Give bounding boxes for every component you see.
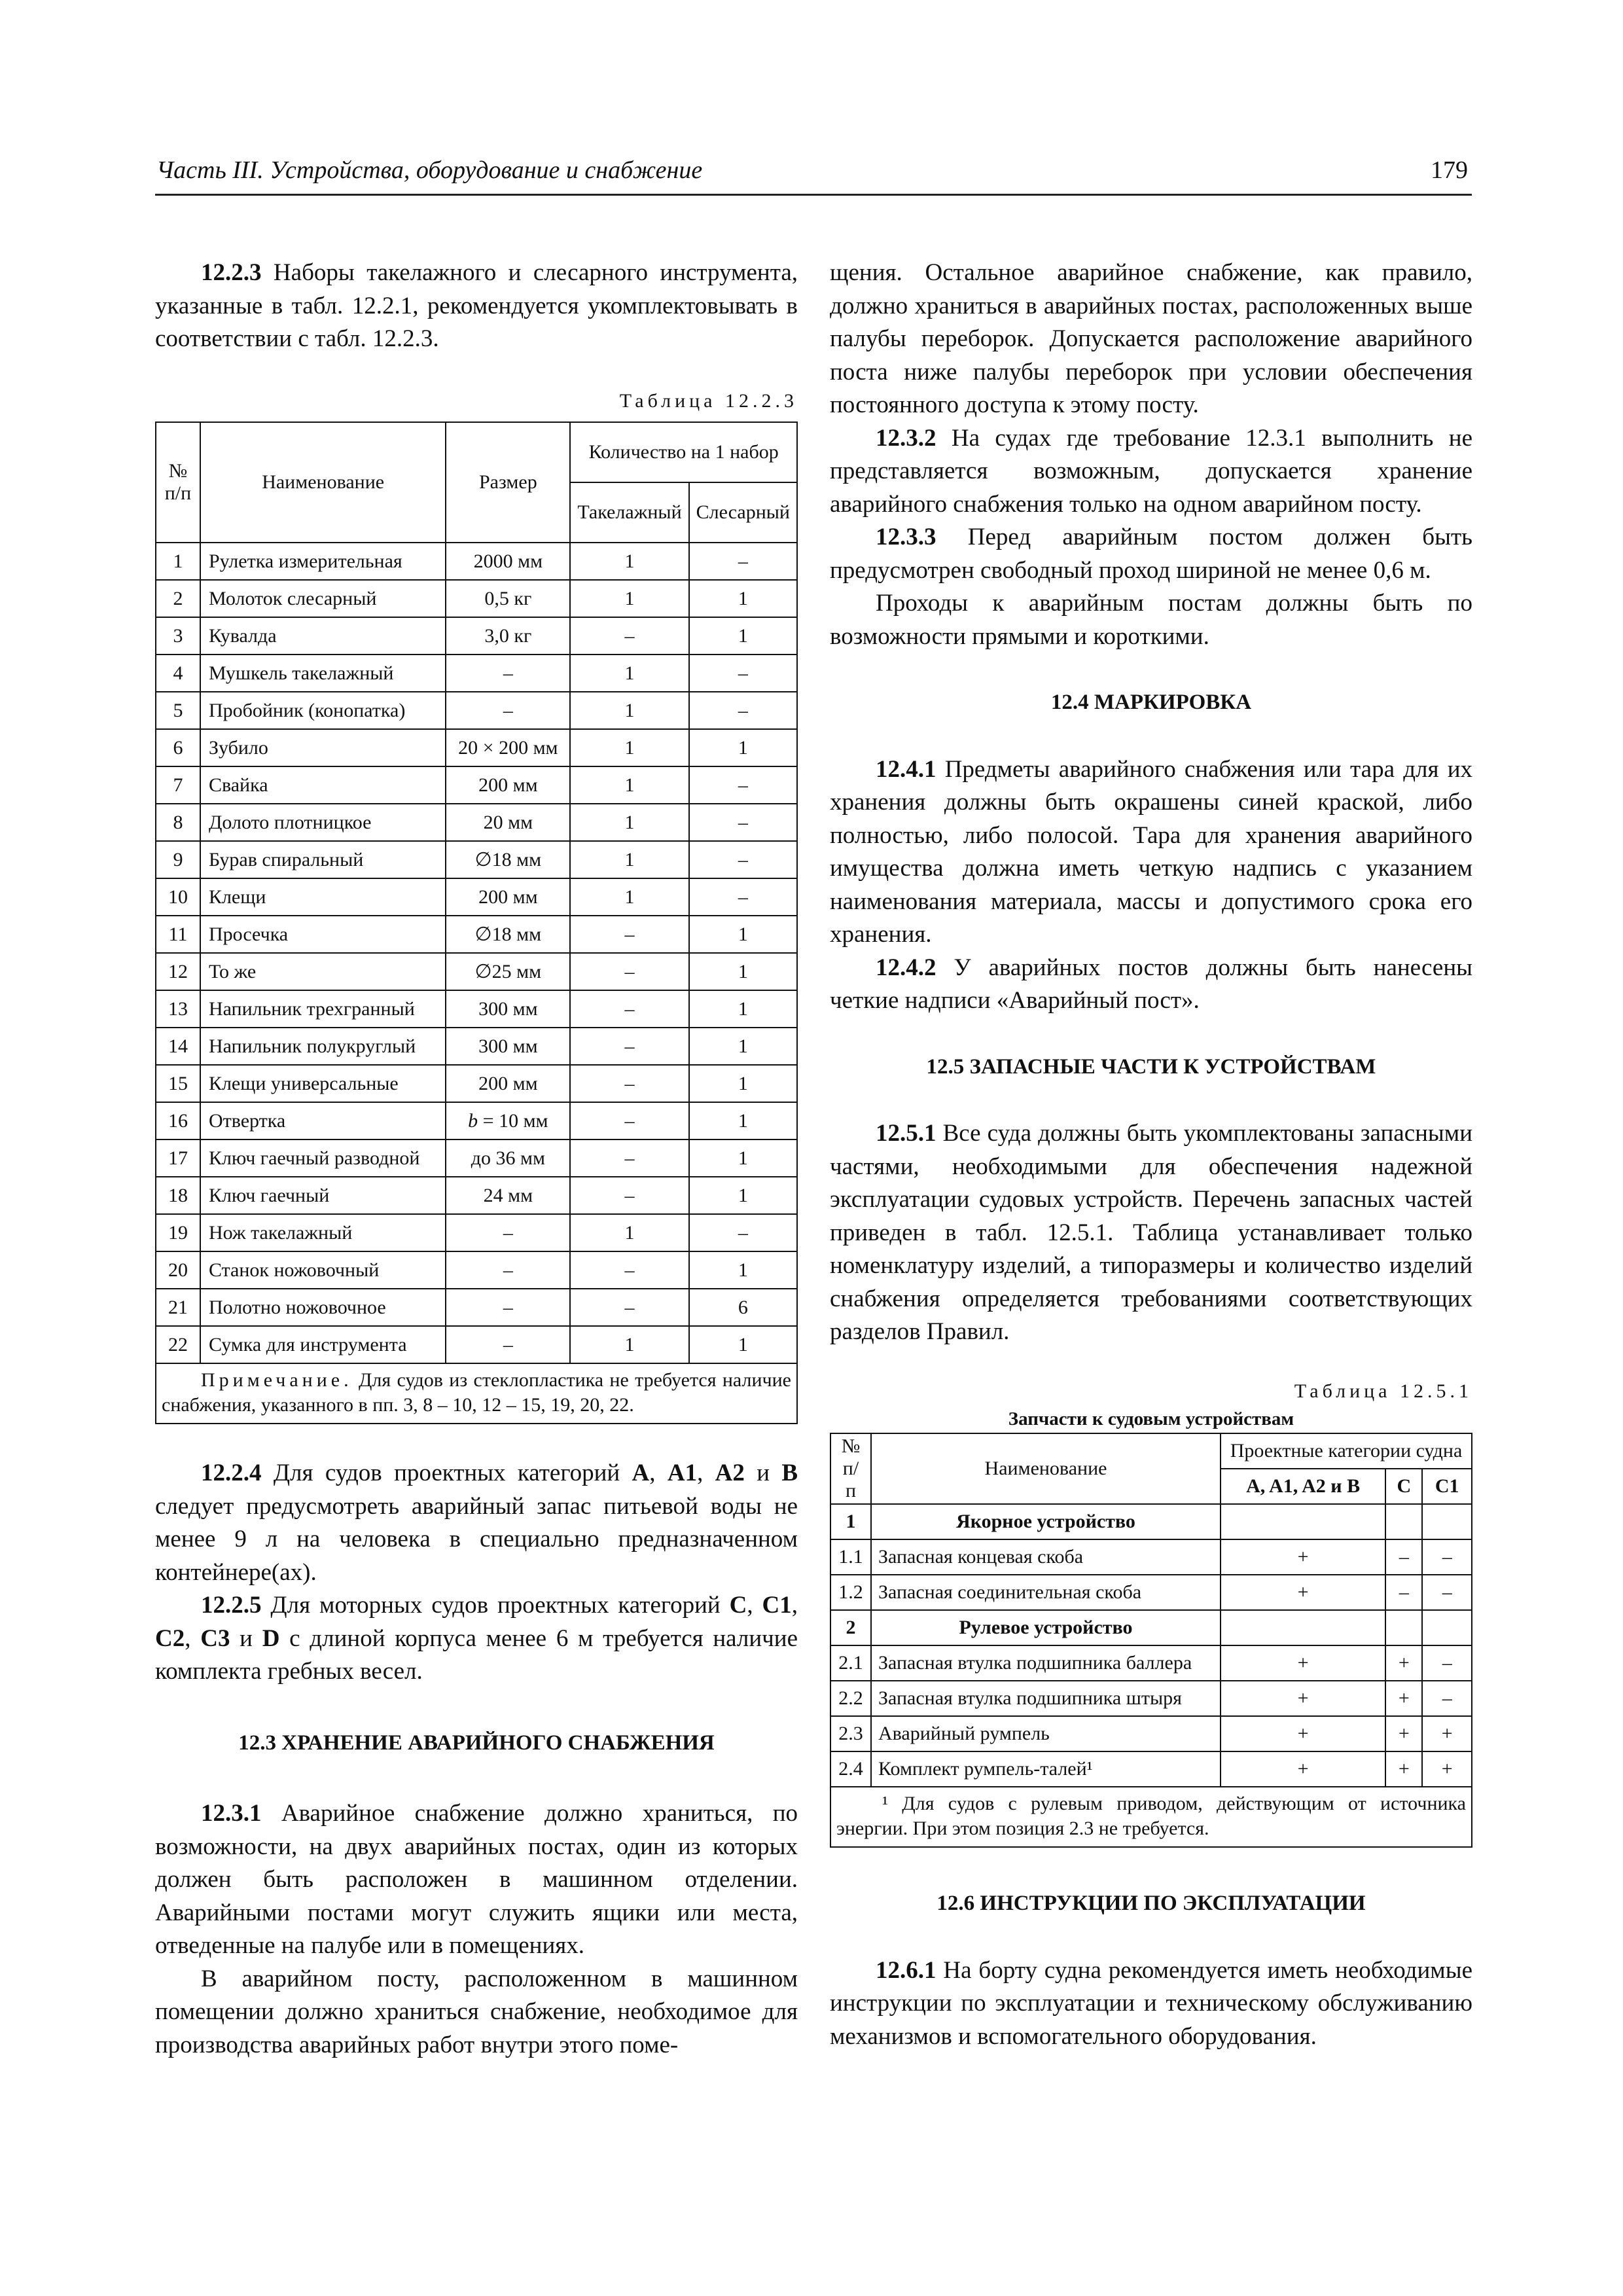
category-label: C1	[762, 1592, 792, 1619]
paragraph-continuation: щения. Остальное аварийное снабжение, как правило, должно храниться в аварийных постах, расположенных выше палубы переборок. Допускается расположение аварийного поста ниже палубы переборок при условии обеспечения постоянного доступа к этому посту.	[830, 259, 1472, 418]
tools-table-body	[156, 543, 797, 1363]
item-size: 20 мм	[446, 804, 570, 841]
row-number: 19	[156, 1214, 200, 1251]
col-header-cat-a: A, A1, A2 и B	[1221, 1469, 1385, 1504]
cat-c1-value: –	[1422, 1681, 1472, 1716]
section-heading-12-4: 12.4 МАРКИРОВКА	[1050, 691, 1252, 714]
paragraph-passages: Проходы к аварийным постам должны быть по возможности прямыми и короткими.	[830, 590, 1472, 650]
row-number: 14	[156, 1028, 200, 1065]
row-number: 7	[156, 766, 200, 804]
footnote-text: ¹ Для судов с рулевым приводом, действующим от источника энергии. При этом позиция 2.3 не требуется.	[836, 1793, 1466, 1839]
row-number: 22	[156, 1326, 200, 1363]
table-row	[156, 916, 797, 953]
qty-rigging: 1	[570, 1214, 688, 1251]
table-row	[156, 878, 797, 916]
cat-c-value: +	[1385, 1681, 1422, 1716]
separator: ,	[185, 1624, 201, 1652]
qty-rigging: 1	[570, 692, 688, 729]
qty-fitter: 1	[689, 1251, 797, 1289]
col-header-quantity: Количество на 1 набор	[570, 422, 797, 482]
paragraph-text: Предметы аварийного снабжения или тара для их хранения должны быть окрашены синей краской, либо полностью, либо полосой. Тара для хранения аварийного имущества должна иметь четкую надпись с указанием наименования материала, массы и допустимого срока его хранения.	[830, 755, 1472, 948]
paragraph-emergency-post: В аварийном посту, расположенном в машинном помещении должно храниться снабжение, необходимое для производства аварийных работ внутри этого поме-	[155, 1965, 798, 2058]
category-label: B	[781, 1460, 798, 1486]
qty-fitter: 1	[689, 617, 797, 655]
group-heading: Якорное устройство	[871, 1504, 1221, 1539]
row-number: 2.2	[830, 1681, 871, 1716]
qty-fitter: –	[689, 1214, 797, 1251]
table-row	[156, 766, 797, 804]
item-size: –	[446, 1251, 570, 1289]
item-name: Ключ гаечный разводной	[200, 1139, 446, 1177]
qty-fitter: 1	[689, 729, 797, 766]
item-name: Долото плотницкое	[200, 804, 446, 841]
row-number: 12	[156, 953, 200, 990]
row-number: 18	[156, 1177, 200, 1214]
item-size: 200 мм	[446, 766, 570, 804]
row-number: 2.3	[830, 1716, 871, 1751]
qty-fitter: –	[689, 692, 797, 729]
row-number: 10	[156, 878, 200, 916]
table-row	[156, 729, 797, 766]
category-label: A2	[715, 1460, 745, 1486]
qty-fitter: –	[689, 804, 797, 841]
col-header-rigging: Такелажный	[570, 482, 688, 543]
tools-table	[155, 422, 798, 1424]
table-row	[156, 1102, 797, 1139]
qty-fitter: 1	[689, 1326, 797, 1363]
table-row	[830, 1575, 1472, 1610]
paragraph-text: Наборы такелажного и слесарного инструмента, указанные в табл. 12.2.1, рекомендуется укомплектовывать в соответствии с табл. 12.2.3.	[155, 259, 798, 352]
clause-number: 12.2.5	[201, 1592, 262, 1619]
row-number: 4	[156, 655, 200, 692]
clause-number: 12.4.1	[876, 755, 936, 783]
section-heading-12-3: 12.3 ХРАНЕНИЕ АВАРИЙНОГО СНАБЖЕНИЯ	[238, 1731, 715, 1755]
table-row	[156, 990, 797, 1028]
qty-rigging: –	[570, 953, 688, 990]
paragraph-text: Для судов проектных категорий	[261, 1460, 632, 1486]
separator: ,	[649, 1460, 668, 1486]
item-name: Запасная концевая скоба	[871, 1539, 1221, 1575]
cat-c-value: +	[1385, 1645, 1422, 1681]
item-name: То же	[200, 953, 446, 990]
qty-rigging: 1	[570, 841, 688, 878]
item-name: Сумка для инструмента	[200, 1326, 446, 1363]
qty-fitter: 1	[689, 1139, 797, 1177]
row-number: 20	[156, 1251, 200, 1289]
table-caption: Таблица 12.5.1	[1294, 1380, 1472, 1402]
running-title: Часть III. Устройства, оборудование и снабжение	[156, 156, 703, 184]
table-row	[156, 1028, 797, 1065]
table-row	[156, 580, 797, 617]
qty-rigging: 1	[570, 804, 688, 841]
table-subtitle: Запчасти к судовым устройствам	[1008, 1408, 1294, 1429]
qty-rigging: 1	[570, 655, 688, 692]
item-size: 300 мм	[446, 990, 570, 1028]
row-number: 13	[156, 990, 200, 1028]
note-text: Для судов из стеклопластика не требуется наличие снабжения, указанного в пп. 3, 8 – 10, 12 – 15, 19, 20, 22.	[162, 1369, 791, 1416]
spare-parts-table	[830, 1433, 1472, 1848]
item-name: Ключ гаечный	[200, 1177, 446, 1214]
qty-fitter: 1	[689, 916, 797, 953]
paragraph-12-5-1	[830, 1117, 1472, 1349]
item-name: Просечка	[200, 916, 446, 953]
qty-fitter: –	[689, 878, 797, 916]
table-row	[156, 1177, 797, 1214]
cat-a-value: +	[1221, 1751, 1385, 1787]
qty-fitter: 1	[689, 990, 797, 1028]
item-size: ∅18 мм	[446, 916, 570, 953]
clause-number: 12.5.1	[876, 1120, 936, 1147]
item-name: Запасная соединительная скоба	[871, 1575, 1221, 1610]
row-number: 17	[156, 1139, 200, 1177]
item-size: –	[446, 1214, 570, 1251]
separator: ,	[747, 1592, 762, 1619]
qty-rigging: 1	[570, 1326, 688, 1363]
cat-a-value	[1221, 1610, 1385, 1645]
table-row	[156, 655, 797, 692]
conjunction: и	[230, 1624, 262, 1652]
cat-c1-value: –	[1422, 1575, 1472, 1610]
col-header-number: № п/п	[830, 1433, 871, 1504]
qty-fitter: –	[689, 543, 797, 580]
item-name: Запасная втулка подшипника штыря	[871, 1681, 1221, 1716]
table-row	[156, 1139, 797, 1177]
paragraph-12-2-3	[155, 257, 798, 356]
row-number: 2	[156, 580, 200, 617]
table-row	[156, 1214, 797, 1251]
item-name: Пробойник (конопатка)	[200, 692, 446, 729]
table-row	[156, 617, 797, 655]
item-size: 200 мм	[446, 1065, 570, 1102]
row-number: 6	[156, 729, 200, 766]
qty-rigging: –	[570, 1251, 688, 1289]
qty-rigging: 1	[570, 878, 688, 916]
row-number: 3	[156, 617, 200, 655]
separator: ,	[791, 1592, 798, 1619]
paragraph-text: Для моторных судов проектных категорий	[261, 1592, 730, 1619]
cat-c-value: –	[1385, 1539, 1422, 1575]
section-heading-12-5: 12.5 ЗАПАСНЫЕ ЧАСТИ К УСТРОЙСТВАМ	[926, 1054, 1376, 1079]
item-size: 0,5 кг	[446, 580, 570, 617]
col-header-size: Размер	[446, 422, 570, 543]
row-number: 15	[156, 1065, 200, 1102]
variable-b: b	[468, 1109, 478, 1132]
qty-fitter: 1	[689, 1177, 797, 1214]
table-footnote	[830, 1787, 1472, 1847]
qty-rigging: –	[570, 1177, 688, 1214]
col-header-name: Наименование	[200, 422, 446, 543]
table-row	[156, 1326, 797, 1363]
item-name: Полотно ножовочное	[200, 1289, 446, 1326]
row-number: 2.1	[830, 1645, 871, 1681]
cat-c-value: –	[1385, 1575, 1422, 1610]
clause-number: 12.2.3	[201, 259, 262, 286]
category-label: D	[262, 1624, 280, 1652]
item-size: 300 мм	[446, 1028, 570, 1065]
table-caption: Таблица 12.2.3	[619, 389, 798, 412]
paragraph-text: Перед аварийным постом должен быть предусмотрен свободный проход шириной не менее 0,6 м.	[830, 524, 1472, 584]
item-name: Молоток слесарный	[200, 580, 446, 617]
section-heading-12-6: 12.6 ИНСТРУКЦИИ ПО ЭКСПЛУАТАЦИИ	[936, 1892, 1366, 1915]
item-size: –	[446, 1289, 570, 1326]
table-row	[830, 1716, 1472, 1751]
row-number: 1.1	[830, 1539, 871, 1575]
cat-c-value: +	[1385, 1751, 1422, 1787]
qty-rigging: 1	[570, 766, 688, 804]
item-name: Бурав спиральный	[200, 841, 446, 878]
col-header-categories: Проектные категории судна	[1221, 1433, 1472, 1469]
row-number: 11	[156, 916, 200, 953]
group-heading: Рулевое устройство	[871, 1610, 1221, 1645]
item-size: 2000 мм	[446, 543, 570, 580]
item-name: Нож такелажный	[200, 1214, 446, 1251]
item-size: 200 мм	[446, 878, 570, 916]
table-row	[156, 692, 797, 729]
paragraph-12-2-4	[155, 1457, 798, 1589]
col-header-cat-c: C	[1385, 1469, 1422, 1504]
item-name: Напильник трехгранный	[200, 990, 446, 1028]
qty-rigging: 1	[570, 580, 688, 617]
clause-number: 12.6.1	[876, 1956, 936, 1984]
item-name: Станок ножовочный	[200, 1251, 446, 1289]
paragraph-12-4-2	[830, 952, 1472, 1018]
cat-c-value	[1385, 1504, 1422, 1539]
col-header-cat-c1: C1	[1422, 1469, 1472, 1504]
table-row	[830, 1610, 1472, 1645]
paragraph-text: На судах где требование 12.3.1 выполнить не представляется возможным, допускается хранение аварийного снабжения только на одном аварийном посту.	[830, 424, 1472, 518]
qty-fitter: 1	[689, 1028, 797, 1065]
col-header-fitter: Слесарный	[689, 482, 797, 543]
clause-number: 12.3.1	[201, 1800, 262, 1827]
cat-c1-value	[1422, 1610, 1472, 1645]
item-name: Клещи	[200, 878, 446, 916]
cat-c1-value: +	[1422, 1751, 1472, 1787]
cat-a-value: +	[1221, 1575, 1385, 1610]
cat-a-value: +	[1221, 1681, 1385, 1716]
item-size: 24 мм	[446, 1177, 570, 1214]
item-name: Напильник полукруглый	[200, 1028, 446, 1065]
clause-number: 12.2.4	[201, 1460, 262, 1486]
right-column	[830, 257, 1472, 2053]
qty-rigging: 1	[570, 729, 688, 766]
table-row	[156, 1065, 797, 1102]
item-size: –	[446, 1326, 570, 1363]
item-size: 3,0 кг	[446, 617, 570, 655]
category-label: C3	[200, 1624, 230, 1652]
qty-fitter: 1	[689, 580, 797, 617]
row-number: 1	[156, 543, 200, 580]
category-label: C2	[155, 1624, 185, 1652]
cat-c1-value: –	[1422, 1645, 1472, 1681]
spare-parts-table-body	[830, 1504, 1472, 1787]
page-header	[155, 152, 1472, 196]
conjunction: и	[744, 1460, 782, 1486]
qty-fitter: –	[689, 841, 797, 878]
item-name: Запасная втулка подшипника баллера	[871, 1645, 1221, 1681]
item-size: –	[446, 692, 570, 729]
paragraph-text: следует предусмотреть аварийный запас питьевой воды не менее 9 л на человека в специально предназначенном контейнере(ах).	[155, 1492, 798, 1586]
qty-rigging: –	[570, 1102, 688, 1139]
qty-rigging: –	[570, 1065, 688, 1102]
item-size: b = 10 мм	[446, 1102, 570, 1139]
table-row	[156, 1251, 797, 1289]
item-name: Аварийный румпель	[871, 1716, 1221, 1751]
paragraph-12-6-1	[830, 1954, 1472, 2054]
table-row	[830, 1751, 1472, 1787]
row-number: 21	[156, 1289, 200, 1326]
clause-number: 12.4.2	[876, 954, 936, 981]
cat-a-value	[1221, 1504, 1385, 1539]
qty-rigging: 1	[570, 543, 688, 580]
row-number: 2	[830, 1610, 871, 1645]
table-row	[830, 1504, 1472, 1539]
paragraph-12-4-1	[830, 753, 1472, 952]
table-row	[156, 543, 797, 580]
clause-number: 12.3.3	[876, 524, 936, 550]
item-name: Комплект румпель-талей¹	[871, 1751, 1221, 1787]
item-size: ∅18 мм	[446, 841, 570, 878]
item-name: Кувалда	[200, 617, 446, 655]
table-row	[156, 953, 797, 990]
separator: ,	[697, 1460, 715, 1486]
row-number: 16	[156, 1102, 200, 1139]
cat-c1-value: +	[1422, 1716, 1472, 1751]
page-number: 179	[1431, 156, 1468, 184]
row-number: 1.2	[830, 1575, 871, 1610]
category-label: A	[632, 1460, 650, 1486]
table-row	[830, 1681, 1472, 1716]
table-row	[156, 841, 797, 878]
paragraph-12-3-1	[155, 1797, 798, 1963]
item-size: 20 × 200 мм	[446, 729, 570, 766]
table-row	[156, 804, 797, 841]
cat-c-value: +	[1385, 1716, 1422, 1751]
table-note	[156, 1363, 797, 1424]
table-row	[830, 1539, 1472, 1575]
paragraph-12-2-5	[155, 1589, 798, 1689]
category-label: A1	[667, 1460, 698, 1486]
row-number: 5	[156, 692, 200, 729]
paragraph-text: На борту судна рекомендуется иметь необходимые инструкции по эксплуатации и техническому обслуживанию механизмов и вспомогательного оборудования.	[830, 1956, 1472, 2050]
item-name: Отвертка	[200, 1102, 446, 1139]
clause-number: 12.3.2	[876, 424, 936, 452]
note-label: Примечание.	[201, 1369, 353, 1391]
qty-rigging: –	[570, 916, 688, 953]
qty-fitter: –	[689, 655, 797, 692]
cat-c1-value	[1422, 1504, 1472, 1539]
item-size: ∅25 мм	[446, 953, 570, 990]
paragraph-text: У аварийных постов должны быть нанесены четкие надписи «Аварийный пост».	[830, 954, 1472, 1014]
qty-fitter: 6	[689, 1289, 797, 1326]
cat-a-value: +	[1221, 1716, 1385, 1751]
cat-a-value: +	[1221, 1645, 1385, 1681]
cat-c1-value: –	[1422, 1539, 1472, 1575]
item-size: до 36 мм	[446, 1139, 570, 1177]
paragraph-text: с длиной корпуса менее 6 м требуется наличие комплекта гребных весел.	[155, 1624, 798, 1685]
cat-c-value	[1385, 1610, 1422, 1645]
paragraph-text: Аварийное снабжение должно храниться, по возможности, на двух аварийных постах, один из которых должен быть расположен в машинном отделении. Аварийными постами могут служить ящики или места, отведенные на палубе или в помещениях.	[155, 1800, 798, 1959]
item-name: Свайка	[200, 766, 446, 804]
qty-rigging: –	[570, 1139, 688, 1177]
item-name: Клещи универсальные	[200, 1065, 446, 1102]
category-label: C	[729, 1592, 747, 1619]
qty-fitter: 1	[689, 953, 797, 990]
paragraph-12-3-2	[830, 422, 1472, 522]
cat-a-value: +	[1221, 1539, 1385, 1575]
row-number: 9	[156, 841, 200, 878]
table-row	[156, 1289, 797, 1326]
qty-rigging: –	[570, 1289, 688, 1326]
paragraph-text: Все суда должны быть укомплектованы запасными частями, необходимыми для обеспечения надежной эксплуатации судовых устройств. Перечень запасных частей приведен в табл. 12.5.1. Таблица устанавливает только номенклатуру изделий, а типоразмеры и количество изделий снабжения определяется требованиями соответствующих разделов Правил.	[830, 1120, 1472, 1345]
item-name: Зубило	[200, 729, 446, 766]
col-header-number: № п/п	[156, 422, 200, 543]
row-number: 1	[830, 1504, 871, 1539]
paragraph-12-3-3	[830, 521, 1472, 587]
qty-fitter: –	[689, 766, 797, 804]
qty-rigging: –	[570, 617, 688, 655]
col-header-name: Наименование	[871, 1433, 1221, 1504]
qty-rigging: –	[570, 990, 688, 1028]
item-name: Мушкель такелажный	[200, 655, 446, 692]
left-column	[155, 257, 798, 2062]
item-size: –	[446, 655, 570, 692]
item-name: Рулетка измерительная	[200, 543, 446, 580]
table-row	[830, 1645, 1472, 1681]
row-number: 8	[156, 804, 200, 841]
qty-fitter: 1	[689, 1065, 797, 1102]
qty-fitter: 1	[689, 1102, 797, 1139]
row-number: 2.4	[830, 1751, 871, 1787]
qty-rigging: –	[570, 1028, 688, 1065]
